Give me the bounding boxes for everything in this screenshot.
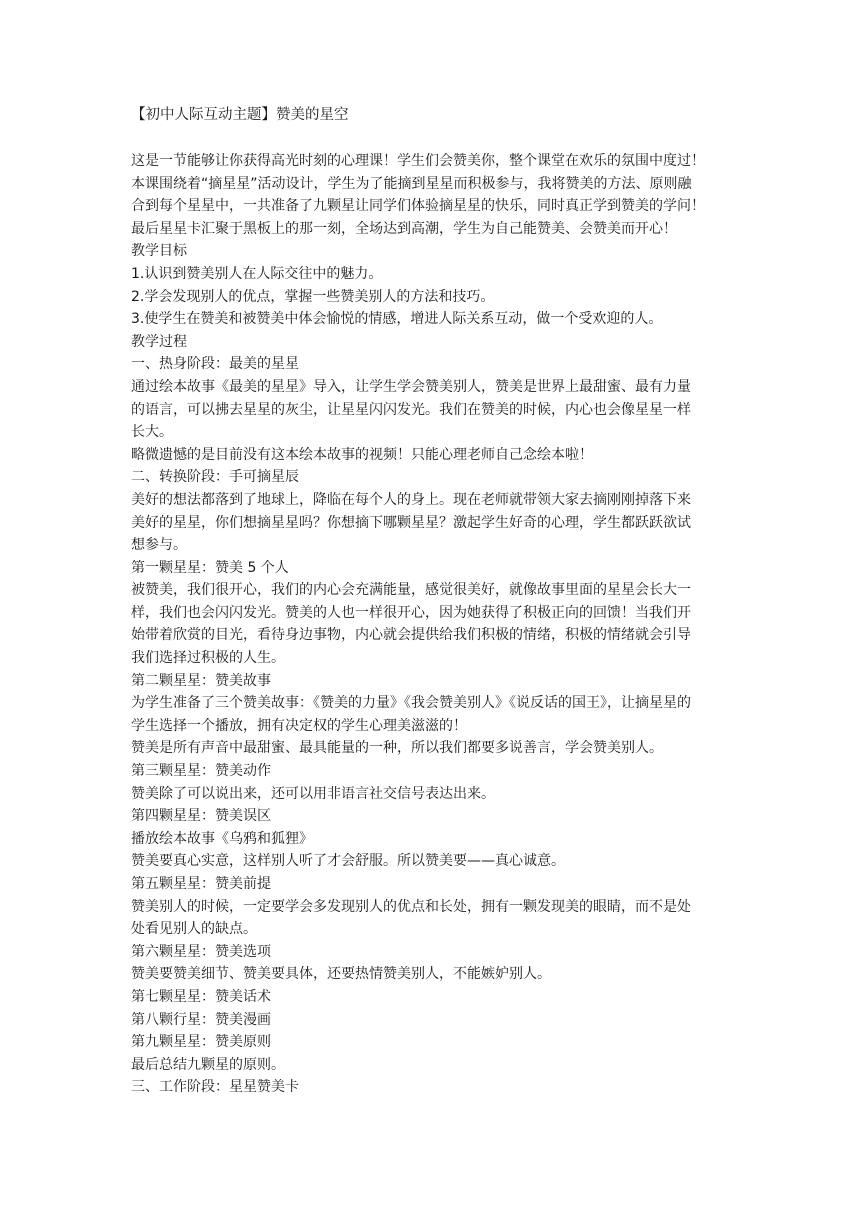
text-line: 3.使学生在赞美和被赞美中体会愉悦的情感，增进人际关系互动，做一个受欢迎的人。 xyxy=(131,311,663,328)
text-line: 教学过程 xyxy=(131,333,187,350)
text-line: 第六颗星星：赞美选项 xyxy=(131,943,271,960)
text-line: 美好的想法都落到了地球上，降临在每个人的身上。现在老师就带领大家去摘刚刚掉落下来 xyxy=(131,491,691,508)
text-line: 美好的星星，你们想摘星星吗？你想摘下哪颗星星？激起学生好奇的心理，学生都跃跃欲试 xyxy=(131,514,691,531)
text-line: 样，我们也会闪闪发光。赞美的人也一样很开心，因为她获得了积极正向的回馈！当我们开 xyxy=(131,604,691,621)
text-line: 赞美是所有声音中最甜蜜、最具能量的一种，所以我们都要多说善言，学会赞美别人。 xyxy=(131,740,663,757)
text-line: 二、转换阶段：手可摘星辰 xyxy=(131,469,299,486)
text-line: 第一颗星星：赞美 5 个人 xyxy=(131,559,289,576)
text-line: 长大。 xyxy=(131,424,173,441)
text-line: 一、热身阶段：最美的星星 xyxy=(131,356,299,373)
text-line: 赞美除了可以说出来，还可以用非语言社交信号表达出来。 xyxy=(131,785,495,802)
text-line: 略微遗憾的是目前没有这本绘本故事的视频！只能心理老师自己念绘本啦！ xyxy=(131,446,593,463)
text-line: 合到每个星星中，一共准备了九颗星让同学们体验摘星星的快乐，同时真正学到赞美的学问！ xyxy=(131,198,705,215)
text-line: 为学生准备了三个赞美故事：《赞美的力量》《我会赞美别人》《说反话的国王》，让摘星星的 xyxy=(131,695,691,712)
text-line: 第五颗星星：赞美前提 xyxy=(131,876,271,892)
text-line: 我们选择过积极的人生。 xyxy=(131,650,285,667)
text-line: 最后总结九颗星的原则。 xyxy=(131,1056,285,1073)
text-line: 本课围绕着“摘星星”活动设计，学生为了能摘到星星而积极参与，我将赞美的方法、原则融 xyxy=(131,175,692,192)
text-line: 处看见别人的缺点。 xyxy=(131,921,257,938)
text-line: 赞美要真心实意，这样别人听了才会舒服。所以赞美要——真心诚意。 xyxy=(131,853,565,870)
text-line: 想参与。 xyxy=(131,537,187,554)
text-line: 第四颗星星：赞美误区 xyxy=(131,808,271,825)
text-line: 第八颗行星：赞美漫画 xyxy=(131,1011,271,1028)
document-body xyxy=(131,150,731,1099)
text-line: 2.学会发现别人的优点，掌握一些赞美别人的方法和技巧。 xyxy=(131,288,495,305)
text-line: 第二颗星星：赞美故事 xyxy=(131,672,271,689)
text-line: 通过绘本故事《最美的星星》导入，让学生学会赞美别人，赞美是世界上最甜蜜、最有力量 xyxy=(131,378,691,395)
text-line: 这是一节能够让你获得高光时刻的心理课！学生们会赞美你，整个课堂在欢乐的氛围中度过！ xyxy=(131,153,705,169)
text-line: 赞美要赞美细节、赞美要具体，还要热情赞美别人，不能嫉妒别人。 xyxy=(131,966,551,983)
text-line: 播放绘本故事《乌鸦和狐狸》 xyxy=(131,830,313,847)
text-line: 赞美别人的时候，一定要学会多发现别人的优点和长处，拥有一颗发现美的眼睛，而不是处 xyxy=(131,898,691,915)
text-line: 第九颗星星：赞美原则 xyxy=(131,1034,271,1051)
text-line: 始带着欣赏的目光，看待身边事物，内心就会提供给我们积极的情绪，积极的情绪就会引导 xyxy=(131,627,691,644)
text-line: 三、工作阶段：星星赞美卡 xyxy=(131,1079,299,1096)
text-line: 教学目标 xyxy=(131,243,187,260)
text-line: 学生选择一个播放，拥有决定权的学生心理美滋滋的！ xyxy=(131,717,467,734)
text-line: 的语言，可以拂去星星的灰尘，让星星闪闪发光。我们在赞美的时候，内心也会像星星一样 xyxy=(131,401,691,418)
text-line: 第三颗星星：赞美动作 xyxy=(131,763,271,780)
text-line: 被赞美，我们很开心，我们的内心会充满能量，感觉很美好，就像故事里面的星星会长大一 xyxy=(131,582,691,599)
text-line: 最后星星卡汇聚于黑板上的那一刻，全场达到高潮，学生为自己能赞美、会赞美而开心！ xyxy=(131,220,677,237)
text-line: 1.认识到赞美别人在人际交往中的魅力。 xyxy=(131,265,383,282)
document-title: 【初中人际互动主题】赞美的星空 xyxy=(131,107,349,123)
text-line: 第七颗星星：赞美话术 xyxy=(131,988,271,1005)
